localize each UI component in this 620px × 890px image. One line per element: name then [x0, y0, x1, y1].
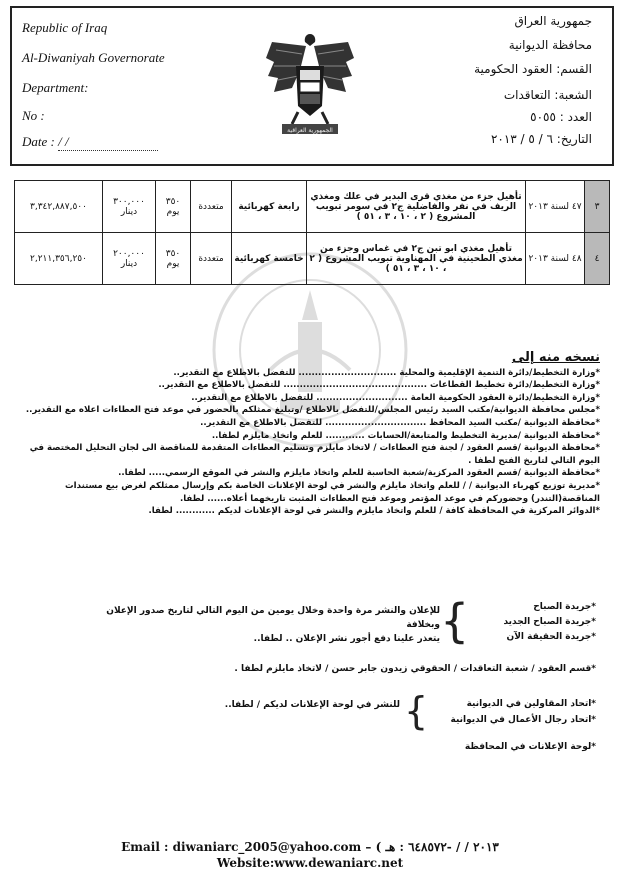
- iraq-emblem-icon: [262, 28, 358, 140]
- copy-line: *وزارة التخطيط/دائرة تخطيط القطاعات ............................................ للتفضل بالاطلاع مع التقدير..: [158, 380, 600, 391]
- newspapers-note-line: للإعلان والنشر مرة واحدة وخلال يومين من اليوم التالي لتاريخ صدور الإعلان وبخلافة: [106, 606, 440, 630]
- row-law: ٤٧ لسنة ٢٠١٣: [526, 181, 585, 233]
- brace-icon: {: [440, 594, 470, 648]
- union-item: *اتحاد رجال الأعمال في الديوانية: [450, 715, 596, 725]
- letterhead-date-ar: التاريخ: ٦ / ٥ / ٢٠١٣: [490, 132, 592, 146]
- newspaper-item: *جريدة الصباح الجديد: [503, 617, 596, 627]
- copies-title: نسخه منه إلى: [511, 350, 600, 365]
- row-description: تأهيل جزء من مغذي قرى البدير في علك ومغذي الريف في نفر والفاضلية ج٢ في سومر تبويب المشروع ( ٢ ، ١٠ ، ٣ ، ٥١ ): [307, 181, 526, 233]
- newspaper-item: *جريدة الحقيقة الآن: [506, 632, 596, 642]
- row-description: تأهيل مغذي ابو تبن ج٢ في غماس وجزء من مغذي الطحينية في المهناوية تبويب المشروع ( ٢ ، ١٠ ، ٣ ، ٥١ ): [307, 233, 526, 285]
- row-category: خامسة كهربائية: [232, 233, 307, 285]
- union-item: *اتحاد المقاولين في الديوانية: [466, 699, 596, 709]
- newspaper-item: *جريدة الصباح: [533, 602, 596, 612]
- footer-email-line: Email : diwaniarc_2005@yahoo.com – ( ٢٠١٣ / / -٦٤٨٥٧٢ : هـ: [121, 840, 499, 854]
- emblem-caption: الجمهورية العراقية: [287, 127, 333, 134]
- row-law: ٤٨ لسنة ٢٠١٣: [526, 233, 585, 285]
- contracts-line: *قسم العقود / شعبة التعاقدات / الحقوقي زيدون جابر حسن / لاتخاذ مايلزم لطفا .: [234, 664, 596, 674]
- copy-line: *محافظة الديوانية /مديرية التخطيط والمتابعة/الحسابات ............ للعلم واتخاذ مايلزم لطفا..: [211, 430, 600, 441]
- brace-icon: {: [404, 689, 429, 733]
- copy-line: *مديرية توزيع كهرباء الديوانية / / للعلم واتخاذ مايلزم والنشر في لوحة الإعلانات الخاصة بكم وإرسال ممثلكم لغرض بيع مستندات المناقصة(التندر) وحضوركم في موعد المؤتمر وموعد فتح العطاءات المثبت تاريخهما أعلاه...... لطفا.: [65, 480, 600, 504]
- letterhead-date: Date : / /: [22, 134, 69, 149]
- table-row: [15, 181, 610, 233]
- letterhead-country-ar: جمهورية العراق: [514, 14, 592, 28]
- row-duration: ٣٥٠ يوم: [156, 233, 191, 285]
- row-type: متعددة: [191, 181, 232, 233]
- letterhead-number: No :: [22, 108, 45, 123]
- row-cost: ٣,٣٤٢,٨٨٧,٥٠٠: [15, 181, 103, 233]
- row-price: ٢٠٠,٠٠٠ دينار: [103, 233, 156, 285]
- row-price: ٣٠٠,٠٠٠ دينار: [103, 181, 156, 233]
- letterhead-governorate: Al-Diwaniyah Governorate: [22, 50, 165, 65]
- letterhead-division-ar: الشعبة: التعاقدات: [503, 88, 592, 102]
- row-cost: ٢,٢١١,٣٥٦,٢٥٠: [15, 233, 103, 285]
- copy-line: *محافظة الديوانية /قسم العقود المركزية/شعبة الحاسبة للعلم واتخاذ مايلزم والنشر في الموقع الرسمي..... لطفا..: [118, 468, 600, 479]
- row-number: ٣: [585, 181, 610, 233]
- board-line: *لوحة الإعلانات في المحافظة: [464, 742, 596, 752]
- copy-line: *وزارة التخطيط/دائرة التنمية الإقليمية والمحلية .............................. للتفضل بالاطلاع مع التقدير..: [173, 367, 600, 378]
- copy-line: *الدوائر المركزية في المحافظة كافة / للعلم واتخاذ مايلزم والنشر في لوحة الإعلانات لديكم ............ لطفا.: [148, 506, 600, 517]
- table-row: [15, 233, 610, 285]
- copy-line: *وزارة التخطيط/دائرة العقود الحكومية العامة ............................ للتفضل بالاطلاع مع التقدير..: [191, 392, 600, 403]
- projects-table: [14, 180, 610, 285]
- row-category: رابعة كهربائية: [232, 181, 307, 233]
- footer-website: Website:www.dewaniarc.net: [216, 856, 404, 870]
- letterhead-governorate-ar: محافظة الديوانية: [508, 38, 592, 52]
- copy-line: *محافظة الديوانية /قسم العقود / لجنة فتح العطاءات / لاتخاذ مايلزم وتسليم العطاءات المتقدمة للمناقصة الى لجان التحليل المختصة في اليوم التالي لتاريخ الفتح لطفا .: [29, 443, 600, 466]
- letterhead-department: Department:: [22, 80, 89, 95]
- letterhead-section-ar: القسم: العقود الحكومية: [474, 62, 592, 76]
- copy-line: *محافظة الديوانية /مكتب السيد المحافظ ............................... للتفضل بالاطلاع مع التقدير..: [200, 417, 600, 428]
- letterhead-country: Republic of Iraq: [22, 20, 108, 35]
- row-number: ٤: [585, 233, 610, 285]
- copies-section: [14, 352, 600, 518]
- row-duration: ٣٥٠ يوم: [156, 181, 191, 233]
- copy-line: *مجلس محافظة الديوانية/مكتب السيد رئيس المجلس/للتفضل بالاطلاع /وتبليغ ممثلكم بالحضور في موعد فتح العطاءات اعلاه مع التقدير..: [25, 405, 600, 416]
- unions-note: للنشر في لوحة الإعلانات لديكم / لطفا..: [224, 700, 400, 710]
- letterhead-number-ar: العدد : ٥٠٥٥: [530, 110, 592, 124]
- newspapers-note: [100, 604, 440, 646]
- unions-list: [406, 696, 596, 728]
- newspapers-note-line: يتعذر علينا دفع أجور نشر الإعلان .. لطفا..: [253, 634, 440, 644]
- footer: [0, 840, 620, 870]
- row-type: متعددة: [191, 233, 232, 285]
- date-underline: [58, 150, 158, 151]
